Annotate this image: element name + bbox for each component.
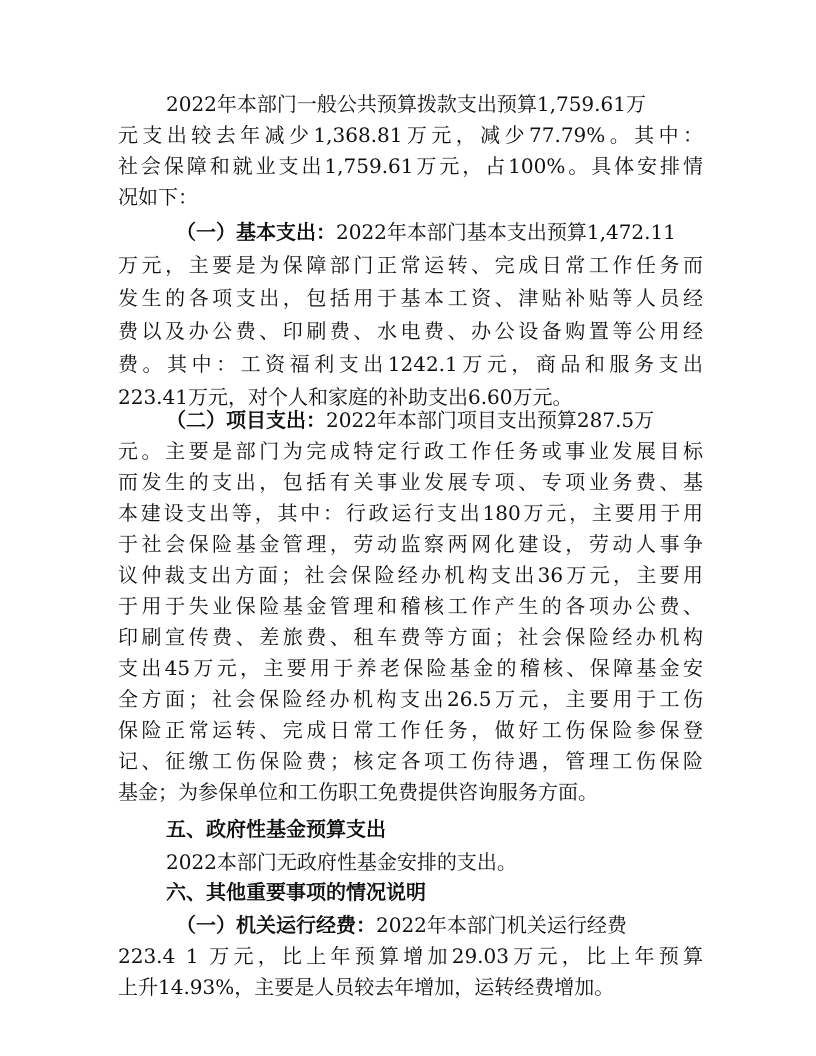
basic-line-4: 费以及办公费、印刷费、水电费、办公设备购置等公用经 (118, 319, 703, 343)
operating-cost-line-2: 223.4 1 万元，比上年预算增加29.03万元，比上年预算 (118, 944, 703, 968)
basic-line-5: 费。其中：工资福利支出1242.1万元，商品和服务支出 (118, 352, 703, 376)
project-line-12: 记、征缴工伤保险费；核定各项工伤待遇，管理工伤保险 (118, 749, 703, 773)
project-line-4: 本建设支出等，其中：行政运行支出180万元，主要用于用 (118, 501, 703, 525)
project-line-1-text: 2022年本部门项目支出预算287.5万 (326, 408, 655, 432)
section-6-heading: 六、其他重要事项的情况说明 (166, 880, 426, 904)
section-5-body: 2022本部门无政府性基金安排的支出。 (166, 850, 517, 874)
project-line-6: 议仲裁支出方面；社会保险经办机构支出36万元，主要用 (118, 563, 703, 587)
intro-line-2: 元支出较去年减少1,368.81万元，减少77.79%。其中： (118, 123, 703, 147)
operating-cost-line-1-text: 2022年本部门机关运行经费 (376, 913, 627, 937)
project-line-1 (166, 406, 703, 434)
project-line-10: 全方面；社会保险经办机构支出26.5万元，主要用于工伤 (118, 687, 703, 711)
basic-expense-label: （一）基本支出： (176, 220, 336, 244)
basic-line-6: 223.41万元，对个人和家庭的补助支出6.60万元。 (118, 385, 573, 409)
operating-cost-line-1 (176, 911, 703, 939)
basic-line-1-text: 2022年本部门基本支出预算1,472.11 (336, 220, 676, 244)
project-line-7: 于用于失业保险基金管理和稽核工作产生的各项办公费、 (118, 594, 703, 618)
basic-line-2: 万元，主要是为保障部门正常运转、完成日常工作任务而 (118, 253, 703, 277)
operating-cost-line-3: 上升14.93%，主要是人员较去年增加，运转经费增加。 (118, 975, 615, 999)
project-line-11: 保险正常运转、完成日常工作任务，做好工伤保险参保登 (118, 718, 703, 742)
project-line-5: 于社会保险基金管理，劳动监察两网化建设，劳动人事争 (118, 532, 703, 556)
project-line-8: 印刷宣传费、差旅费、租车费等方面；社会保险经办机构 (118, 625, 703, 649)
intro-line-1: 2022年本部门一般公共预算拨款支出预算1,759.61万 (166, 92, 646, 116)
intro-line-4: 况如下： (118, 185, 198, 209)
project-line-13: 基金；为参保单位和工伤职工免费提供咨询服务方面。 (118, 780, 598, 804)
project-line-3: 而发生的支出，包括有关事业发展专项、专项业务费、基 (118, 470, 703, 494)
intro-line-3: 社会保障和就业支出1,759.61万元，占100%。具体安排情 (118, 154, 703, 178)
project-line-9: 支出45万元，主要用于养老保险基金的稽核、保障基金安 (118, 656, 703, 680)
project-line-2: 元。主要是部门为完成特定行政工作任务或事业发展目标 (118, 439, 703, 463)
section-5-heading: 五、政府性基金预算支出 (166, 817, 386, 841)
basic-line-3: 发生的各项支出，包括用于基本工资、津贴补贴等人员经 (118, 286, 703, 310)
basic-line-1 (176, 218, 703, 246)
project-expense-label: （二）项目支出： (166, 408, 326, 432)
operating-cost-label: （一）机关运行经费： (176, 913, 376, 937)
